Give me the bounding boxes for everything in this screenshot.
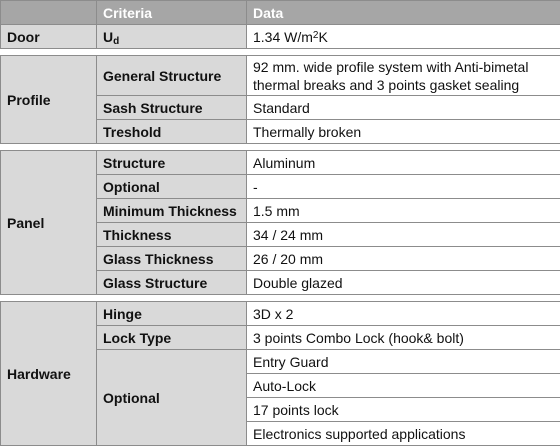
criteria-cell: Thickness xyxy=(97,223,247,247)
table-row xyxy=(1,151,560,175)
criteria-cell: Optional xyxy=(97,175,247,199)
header-criteria: Criteria xyxy=(97,1,247,25)
criteria-cell: Optional xyxy=(97,350,247,446)
value-cell: 92 mm. wide profile system with Anti-bimetal thermal breaks and 3 points gasket sealing xyxy=(247,56,560,96)
table-row xyxy=(1,56,560,96)
criteria-cell: Lock Type xyxy=(97,326,247,350)
door-value xyxy=(247,25,560,49)
value-cell: Double glazed xyxy=(247,271,560,295)
group-profile: Profile xyxy=(1,56,97,144)
criteria-cell: Glass Structure xyxy=(97,271,247,295)
door-value-base: 1.34 W/m xyxy=(253,29,313,45)
group-panel: Panel xyxy=(1,151,97,295)
value-cell: 34 / 24 mm xyxy=(247,223,560,247)
door-criteria-sub: d xyxy=(113,36,119,47)
value-cell: Entry Guard xyxy=(247,350,560,374)
criteria-cell: Minimum Thickness xyxy=(97,199,247,223)
door-row xyxy=(1,25,560,49)
value-cell: Electronics supported applications xyxy=(247,422,560,446)
separator xyxy=(1,295,560,302)
group-door: Door xyxy=(1,25,97,49)
header-row xyxy=(1,1,560,25)
value-cell: - xyxy=(247,175,560,199)
value-cell: 3 points Combo Lock (hook& bolt) xyxy=(247,326,560,350)
header-blank-cell xyxy=(1,1,97,25)
door-criteria-base: U xyxy=(103,29,113,45)
group-hardware: Hardware xyxy=(1,302,97,446)
separator xyxy=(1,144,560,151)
value-cell: Aluminum xyxy=(247,151,560,175)
value-cell: 17 points lock xyxy=(247,398,560,422)
value-cell: Auto-Lock xyxy=(247,374,560,398)
criteria-cell: General Structure xyxy=(97,56,247,96)
door-criteria xyxy=(97,25,247,49)
table-row xyxy=(1,302,560,326)
door-value-tail: K xyxy=(318,29,327,45)
header-data: Data xyxy=(247,1,560,25)
value-cell: Thermally broken xyxy=(247,120,560,144)
value-cell: 1.5 mm xyxy=(247,199,560,223)
criteria-cell: Glass Thickness xyxy=(97,247,247,271)
criteria-cell: Hinge xyxy=(97,302,247,326)
value-cell: 3D x 2 xyxy=(247,302,560,326)
criteria-cell: Structure xyxy=(97,151,247,175)
separator xyxy=(1,49,560,56)
door-value-sup: 2 xyxy=(313,30,319,41)
value-cell: 26 / 20 mm xyxy=(247,247,560,271)
criteria-cell: Treshold xyxy=(97,120,247,144)
criteria-cell: Sash Structure xyxy=(97,96,247,120)
value-cell: Standard xyxy=(247,96,560,120)
